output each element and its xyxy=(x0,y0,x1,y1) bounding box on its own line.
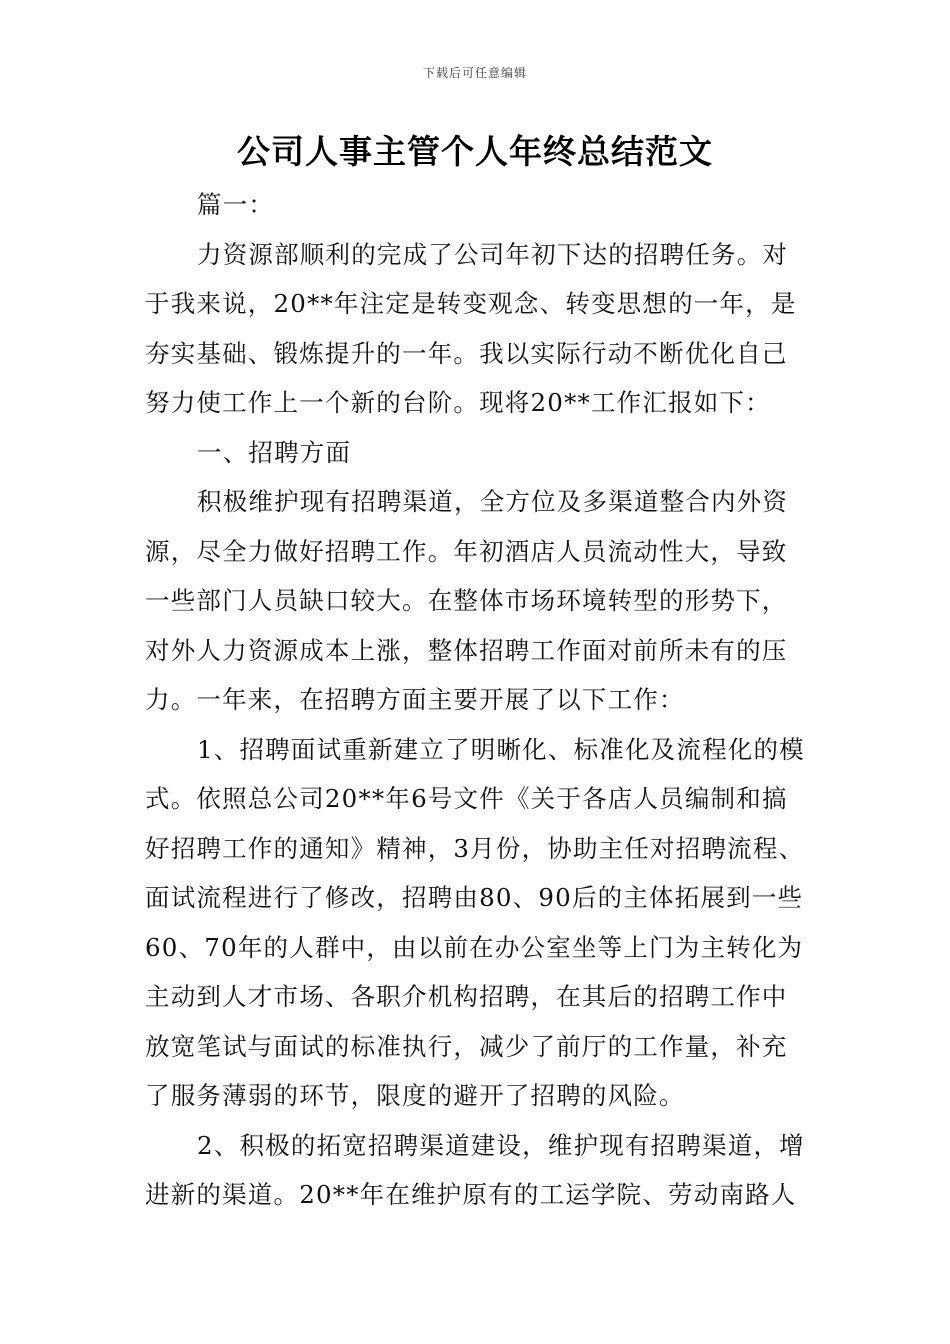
body-line: 60、70年的人群中，由以前在办公室坐等上门为主转化为 xyxy=(145,932,804,962)
body-line: 努力使工作上一个新的台阶。现将20**工作汇报如下： xyxy=(145,388,771,417)
document-body xyxy=(145,180,810,1220)
body-line: 面试流程进行了修改，招聘由80、90后的主体拓展到一些 xyxy=(145,883,804,912)
body-line: 主动到人才市场、各职介机构招聘，在其后的招聘工作中 xyxy=(145,982,788,1011)
document-title: 公司人事主管个人年终总结范文 xyxy=(237,132,713,171)
body-line: 一些部门人员缺口较大。在整体市场环境转型的形势下， xyxy=(145,586,788,615)
body-line: 好招聘工作的通知》精神，3月份，协助主任对招聘流程、 xyxy=(145,833,805,863)
body-line: 进新的渠道。20**年在维护原有的工运学院、劳动南路人 xyxy=(145,1180,797,1209)
body-line: 2、积极的拓宽招聘渠道建设，维护现有招聘渠道，增 xyxy=(197,1130,805,1160)
body-line: 源，尽全力做好招聘工作。年初酒店人员流动性大，导致 xyxy=(145,536,788,566)
body-line: 放宽笔试与面试的标准执行，减少了前厅的工作量，补充 xyxy=(145,1031,788,1061)
header-note: 下载后可任意编辑 xyxy=(422,66,527,80)
body-line: 一、招聘方面 xyxy=(197,437,352,467)
body-line: 了服务薄弱的环节，限度的避开了招聘的风险。 xyxy=(145,1081,685,1110)
body-line: 夯实基础、锻炼提升的一年。我以实际行动不断优化自己 xyxy=(145,338,788,368)
body-line: 力。一年来，在招聘方面主要开展了以下工作： xyxy=(145,685,685,714)
body-line: 于我来说，20**年注定是转变观念、转变思想的一年，是 xyxy=(145,289,797,318)
body-line: 积极维护现有招聘渠道，全方位及多渠道整合内外资 xyxy=(197,487,789,516)
body-line: 式。依照总公司20**年6号文件《关于各店人员编制和搞 xyxy=(145,784,788,813)
body-line: 篇一： xyxy=(197,190,275,219)
body-line: 对外人力资源成本上涨，整体招聘工作面对前所未有的压 xyxy=(145,635,788,665)
body-line: 1、招聘面试重新建立了明晰化、标准化及流程化的模 xyxy=(197,734,805,764)
body-line: 力资源部顺利的完成了公司年初下达的招聘任务。对 xyxy=(197,239,789,269)
